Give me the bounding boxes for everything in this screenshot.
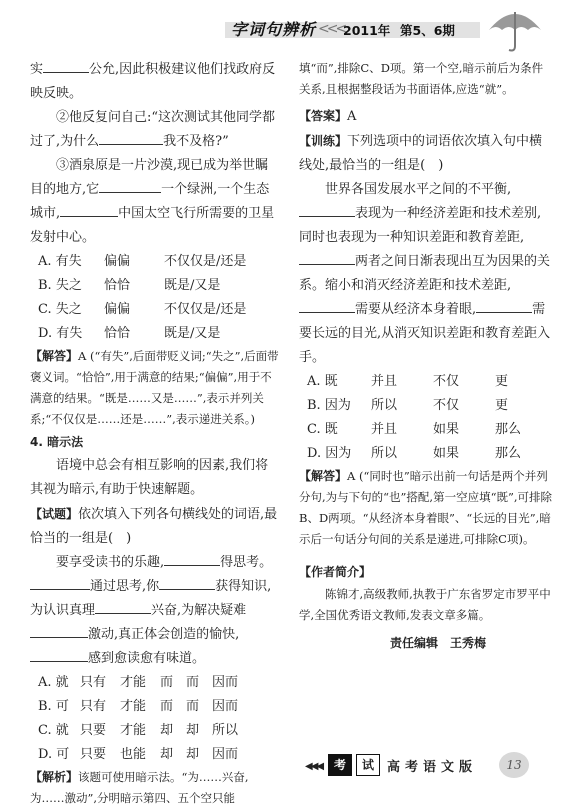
umbrella-icon: [485, 4, 545, 54]
paragraph: 实 公允,因此积极建议他们找政府反映反映。: [30, 58, 280, 106]
paragraph: ②他反复问自己:“这次测试其他同学都过了,为什么 我不及格?”: [30, 110, 276, 149]
editor-credit: 责任编辑 王秀梅: [390, 636, 487, 650]
paragraph: 语境中总会有相互影响的因素,我们将其视为暗示,有助于快速解题。: [30, 458, 269, 497]
option-row: C. 失之 偏偏 不仅仅是/还是: [38, 302, 247, 317]
answer-explanation: 【解答】A (“有失”,后面带贬义词;“失之”,后面带褒义词。“恰恰”,用于满意的结果;“偏偏”,用于不满意的结果。“既是……又是……”,表示并列关系;“不仅仅是……还是……”,表示递进关系。): [30, 349, 279, 426]
column-title: 字词句辨析: [231, 20, 317, 39]
analysis: 【解析】该题可使用暗示法。“为……兴奋,为……激动”,分明暗示第四、五个空只能: [30, 770, 249, 805]
page-number: 13: [499, 752, 529, 778]
analysis-continued: 填“而”,排除C、D项。第一个空,暗示前后为条件关系,且根据整段话为书面语体,应选“就”。: [299, 61, 544, 96]
option-row: B. 因为 所以 不仅 更: [307, 398, 509, 413]
option-row: C. 就 只要 才能 却 却 所以: [38, 723, 239, 738]
paragraph: ③酒泉原是一片沙漠,现已成为举世瞩目的地方,它 一个绿洲,一个生态城市, 中国太空飞行所需要的卫星发射中心。: [30, 158, 275, 245]
answer-explanation: 【解答】A (“同时也”暗示出前一句话是两个并列分句,为与下句的“也”搭配,第一空应填“既”,可排除B、D两项。“从经济本身着眼”、“长远的目光”,暗示后一句话分句间的关系是递进,可排除C项)。: [299, 469, 552, 546]
option-row: B. 失之 恰恰 既是/又是: [38, 278, 221, 293]
option-row: A. 既 并且 不仅 更: [307, 374, 509, 389]
header-issue: 第5、6期: [400, 23, 455, 38]
option-row: C. 既 并且 如果 那么: [307, 422, 522, 437]
footer-logo-char: 考: [328, 754, 352, 776]
question-passage: 要享受读书的乐趣, 得思考。通过思考,你 获得知识,为认识真理 兴奋,为解决疑难激动,真正体会创造的愉快,感到愈读愈有味道。: [30, 551, 280, 671]
header-year: 2011年: [343, 23, 391, 38]
answer: 【答案】A: [299, 109, 357, 124]
options-list: [299, 370, 553, 466]
right-column: [299, 58, 553, 626]
question: 【试题】依次填入下列各句横线处的词语,最恰当的一组是( ): [30, 507, 278, 546]
author-heading: 【作者简介】: [299, 565, 372, 579]
page-header: [0, 0, 581, 58]
exercise-passage: 世界各国发展水平之间的不平衡,表现为一种经济差距和技术差别,同时也表现为一种知识差距和教育差距,两者之间日渐表现出互为因果的关系。缩小和消灭经济差距和技术差距,需要从经济本身着眼, 需要长远的目光,从消灭知识差距和教育差距入手。: [299, 182, 551, 365]
option-row: A. 有失 偏偏 不仅仅是/还是: [38, 254, 247, 269]
exercise-question: 【训练】下列选项中的词语依次填入句中横线处,最恰当的一组是( ): [299, 134, 543, 173]
author-bio: 陈锦才,高级教师,执教于广东省罗定市罗平中学,全国优秀语文教师,发表文章多篇。: [299, 587, 551, 622]
option-row: B. 可 只有 才能 而 而 因而: [38, 699, 239, 714]
footer-arrow-icon: ◀◀◀: [305, 761, 323, 772]
option-row: D. 因为 所以 如果 那么: [307, 446, 522, 461]
option-row: A. 就 只有 才能 而 而 因而: [38, 675, 239, 690]
footer-logo-char: 试: [356, 754, 380, 776]
chevron-icon: <<<: [318, 21, 345, 37]
option-row: D. 可 只要 也能 却 却 因而: [38, 747, 239, 762]
options-list: [30, 250, 280, 346]
section-heading: 4. 暗示法: [30, 435, 84, 449]
options-list: [30, 671, 280, 767]
left-column: [30, 58, 280, 809]
option-row: D. 有失 恰恰 既是/又是: [38, 326, 221, 341]
footer-edition: 高考语文版: [387, 760, 478, 775]
